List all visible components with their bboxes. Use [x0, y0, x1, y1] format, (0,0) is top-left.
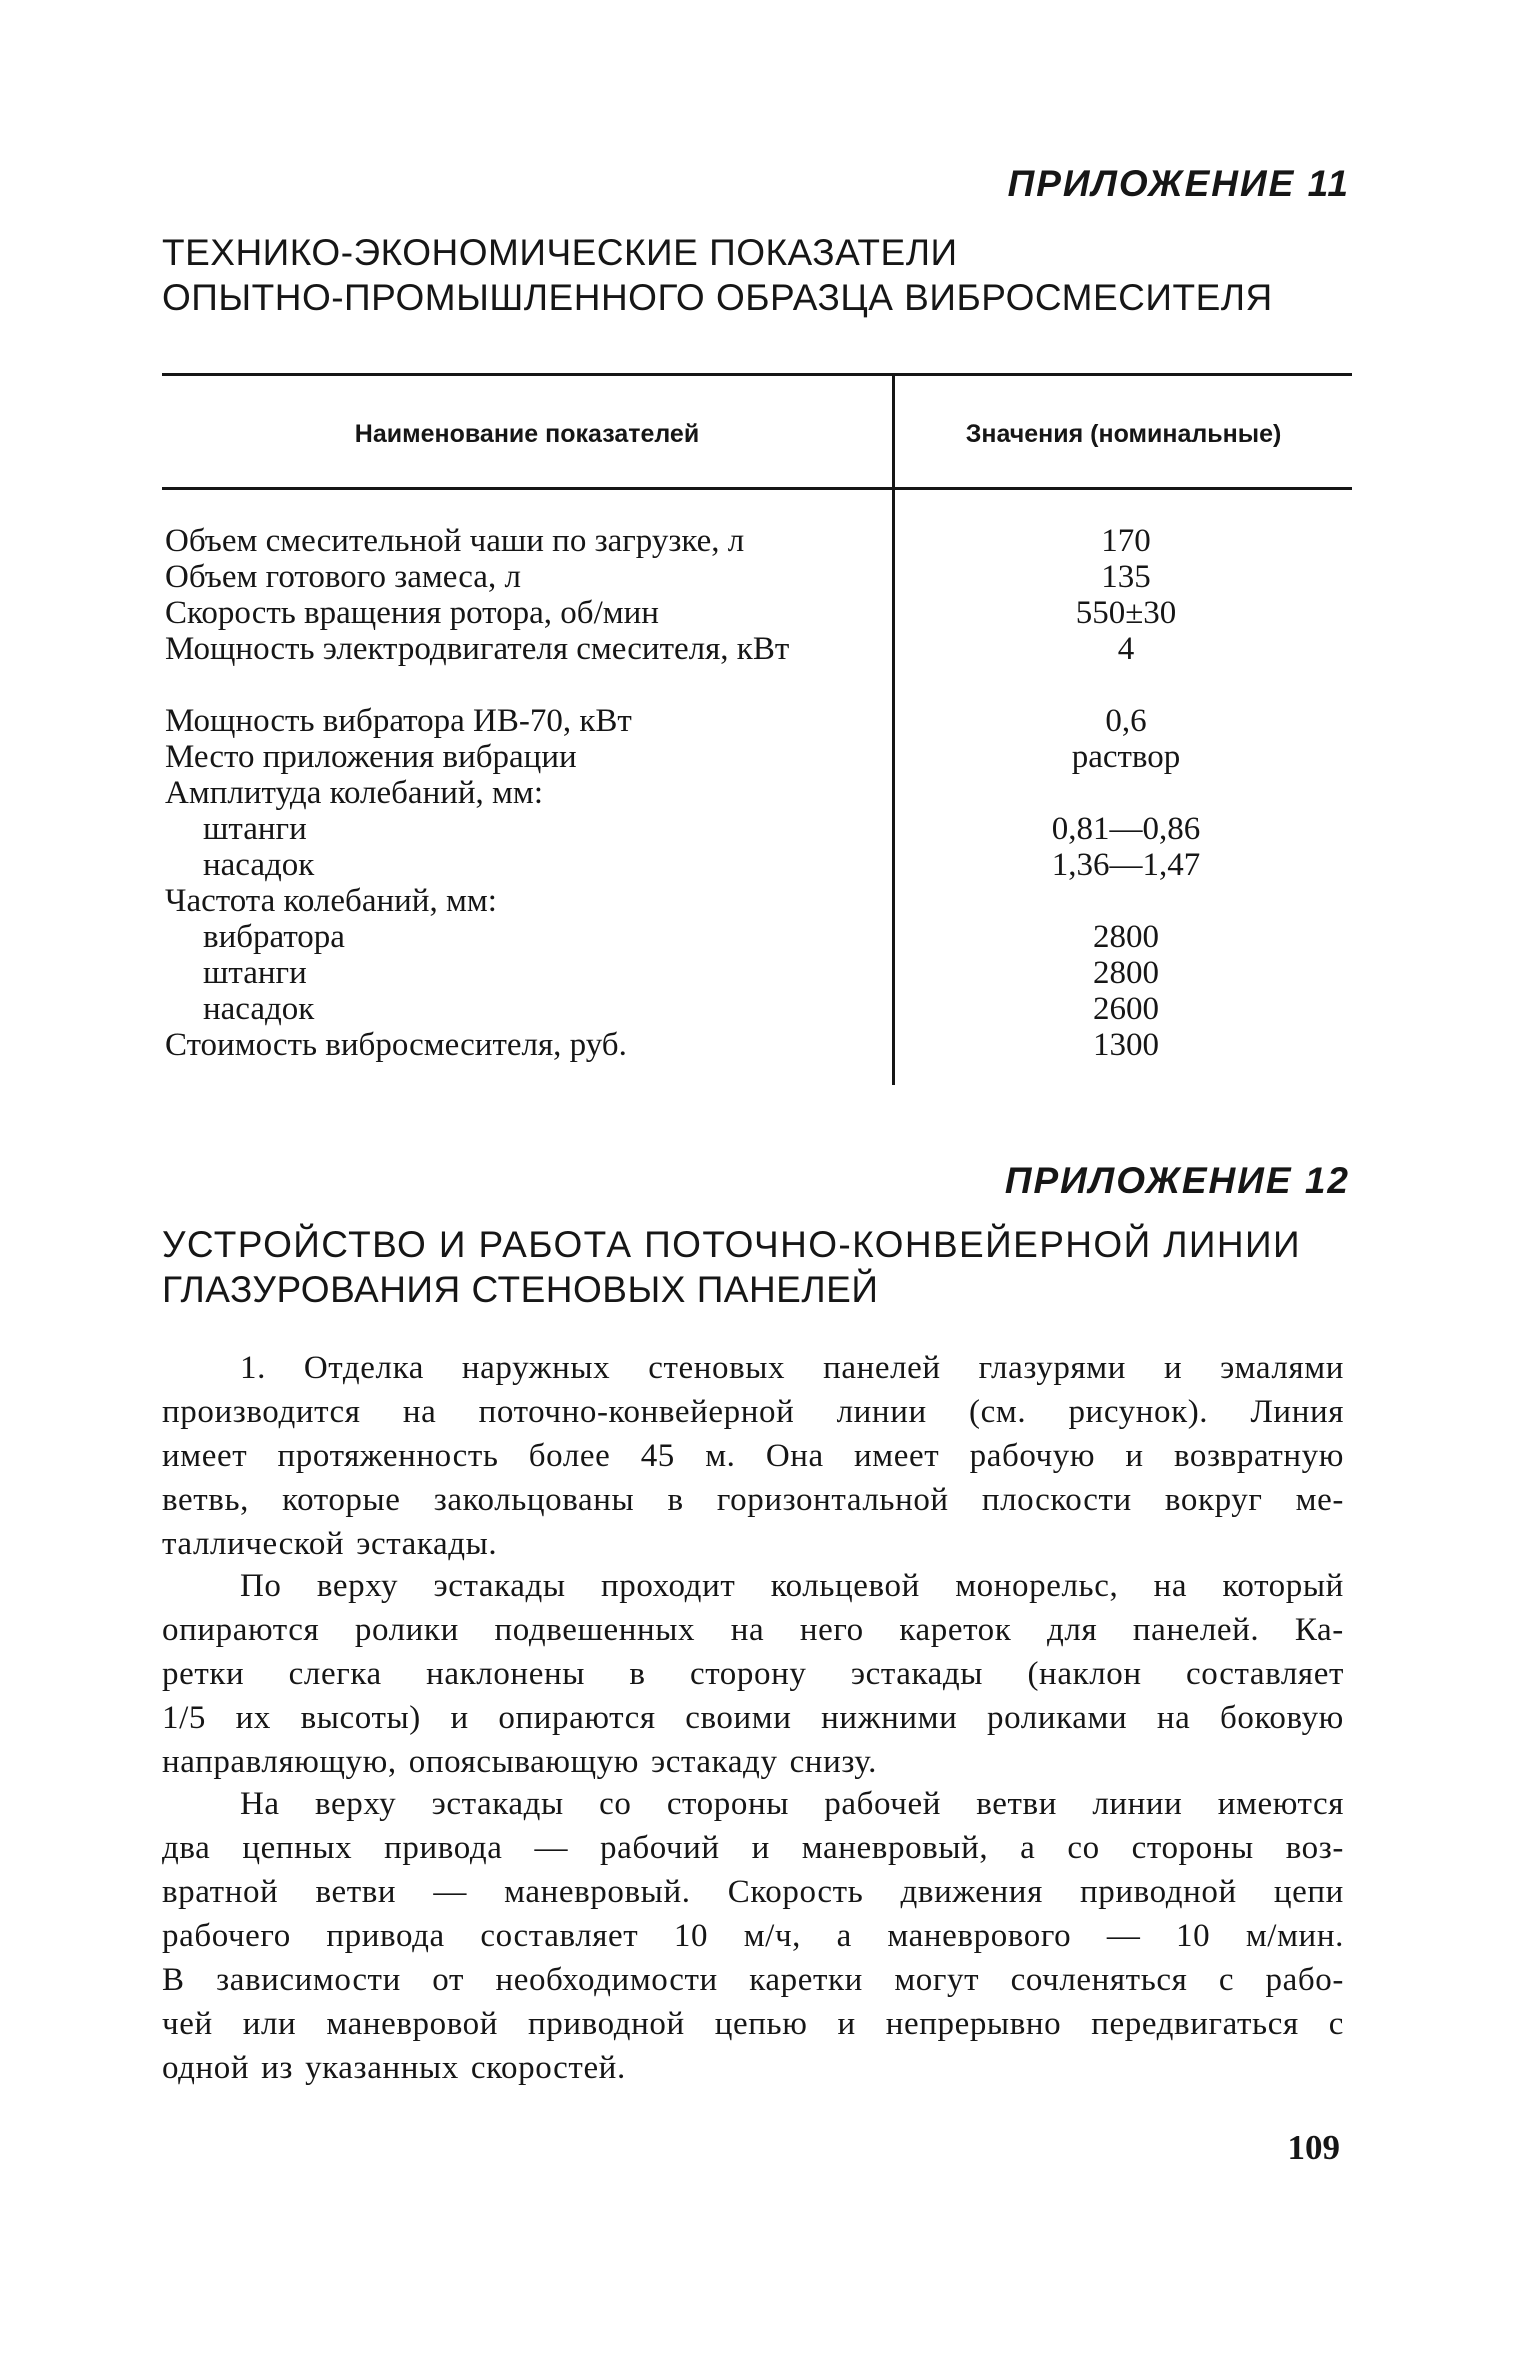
- paragraph-line: 1/5 их высоты) и опираются своими нижними роликами на боковую: [162, 1700, 1344, 1736]
- paragraph-line: опираются ролики подвешенных на него кареток для панелей. Ка-: [162, 1612, 1344, 1648]
- table-row-value: 170: [1101, 523, 1151, 559]
- paragraph-line: По верху эстакады проходит кольцевой монорельс, на который: [240, 1568, 1344, 1604]
- appendix-11-title-line1: ТЕХНИКО-ЭКОНОМИЧЕСКИЕ ПОКАЗАТЕЛИ: [162, 232, 958, 273]
- paragraph-line: рабочего привода составляет 10 м/ч, а маневрового — 10 м/мин.: [162, 1918, 1344, 1954]
- table-row-value: 1300: [1093, 1027, 1159, 1063]
- appendix-12-label: ПРИЛОЖЕНИЕ 12: [1004, 1160, 1350, 1201]
- table-row-name: Место приложения вибрации: [165, 739, 577, 775]
- table-row-name: насадок: [203, 847, 315, 883]
- table-row-name: штанги: [203, 955, 307, 991]
- table-header-name: Наименование показателей: [354, 420, 700, 448]
- table-row-value: 0,81—0,86: [1051, 811, 1201, 847]
- paragraph-line: На верху эстакады со стороны рабочей ветви линии имеются: [240, 1786, 1344, 1822]
- paragraph-line: производится на поточно-конвейерной линии (см. рисунок). Линия: [162, 1394, 1344, 1430]
- paragraph-1: [162, 1346, 1344, 1566]
- appendix-11-title-line2: ОПЫТНО-ПРОМЫШЛЕННОГО ОБРАЗЦА ВИБРОСМЕСИТЕЛЯ: [162, 277, 1273, 318]
- paragraph-line: направляющую, опоясывающую эстакаду снизу.: [162, 1744, 877, 1780]
- table-column-divider: [892, 373, 895, 1085]
- table-row-value: [920, 775, 1332, 811]
- table-row-value: раствор: [1071, 739, 1181, 775]
- table-row-name: Стоимость вибросмесителя, руб.: [165, 1027, 627, 1063]
- paragraph-line: вратной ветви — маневровый. Скорость движения приводной цепи: [162, 1874, 1344, 1910]
- table-row-value: 2800: [1093, 919, 1159, 955]
- table-header-value: Значения (номинальные): [965, 420, 1282, 448]
- table-row-name: вибратора: [203, 919, 345, 955]
- paragraph-line: имеет протяженность более 45 м. Она имеет рабочую и возвратную: [162, 1438, 1344, 1474]
- table-row-value: 0,6: [1105, 703, 1147, 739]
- table-row-name: Частота колебаний, мм:: [165, 883, 497, 919]
- table-row-name: насадок: [203, 991, 315, 1027]
- paragraph-line: чей или маневровой приводной цепью и непрерывно передвигаться с: [162, 2006, 1344, 2042]
- table-row-name: Мощность вибратора ИВ-70, кВт: [165, 703, 632, 739]
- paragraph-line: В зависимости от необходимости каретки могут сочленяться с рабо-: [162, 1962, 1344, 1998]
- table-names-column: [165, 523, 875, 1063]
- table-row-value: [920, 883, 1332, 919]
- table-row-value: 2800: [1093, 955, 1159, 991]
- page-number: 109: [1287, 2128, 1340, 2167]
- table-row-value: 4: [1117, 631, 1135, 667]
- table-header-rule: [162, 487, 1352, 490]
- table-top-rule: [162, 373, 1352, 376]
- paragraph-line: одной из указанных скоростей.: [162, 2050, 626, 2086]
- table-row-name: Скорость вращения ротора, об/мин: [165, 595, 659, 631]
- table-row-name: Амплитуда колебаний, мм:: [165, 775, 543, 811]
- paragraph-line: 1. Отделка наружных стеновых панелей глазурями и эмалями: [240, 1350, 1344, 1386]
- table-row-value: 550±30: [1075, 595, 1177, 631]
- table-row-value: 135: [1101, 559, 1151, 595]
- appendix-12-title: [162, 1222, 1301, 1312]
- table-row-value: 2600: [1093, 991, 1159, 1027]
- table-row-name: Объем смесительной чаши по загрузке, л: [165, 523, 745, 559]
- table-row-value: 1,36—1,47: [1051, 847, 1201, 883]
- paragraph-line: два цепных привода — рабочий и маневровый, а со стороны воз-: [162, 1830, 1344, 1866]
- appendix-11-label: ПРИЛОЖЕНИЕ 11: [1007, 163, 1350, 204]
- paragraph-3: [162, 1782, 1344, 2090]
- paragraph-line: ветвь, которые закольцованы в горизонтальной плоскости вокруг ме-: [162, 1482, 1344, 1518]
- table-values-column: [920, 523, 1332, 1063]
- table-row-name: штанги: [203, 811, 307, 847]
- table-row-name: Объем готового замеса, л: [165, 559, 521, 595]
- paragraph-line: ретки слегка наклонены в сторону эстакады (наклон составляет: [162, 1656, 1344, 1692]
- appendix-12-title-line1: УСТРОЙСТВО И РАБОТА ПОТОЧНО-КОНВЕЙЕРНОЙ ЛИНИИ: [162, 1224, 1302, 1265]
- table-row-name: Мощность электродвигателя смесителя, кВт: [165, 631, 790, 667]
- appendix-11-title: [162, 230, 1273, 320]
- appendix-12-title-line2: ГЛАЗУРОВАНИЯ СТЕНОВЫХ ПАНЕЛЕЙ: [162, 1269, 879, 1310]
- paragraph-2: [162, 1564, 1344, 1784]
- paragraph-line: таллической эстакады.: [162, 1526, 498, 1562]
